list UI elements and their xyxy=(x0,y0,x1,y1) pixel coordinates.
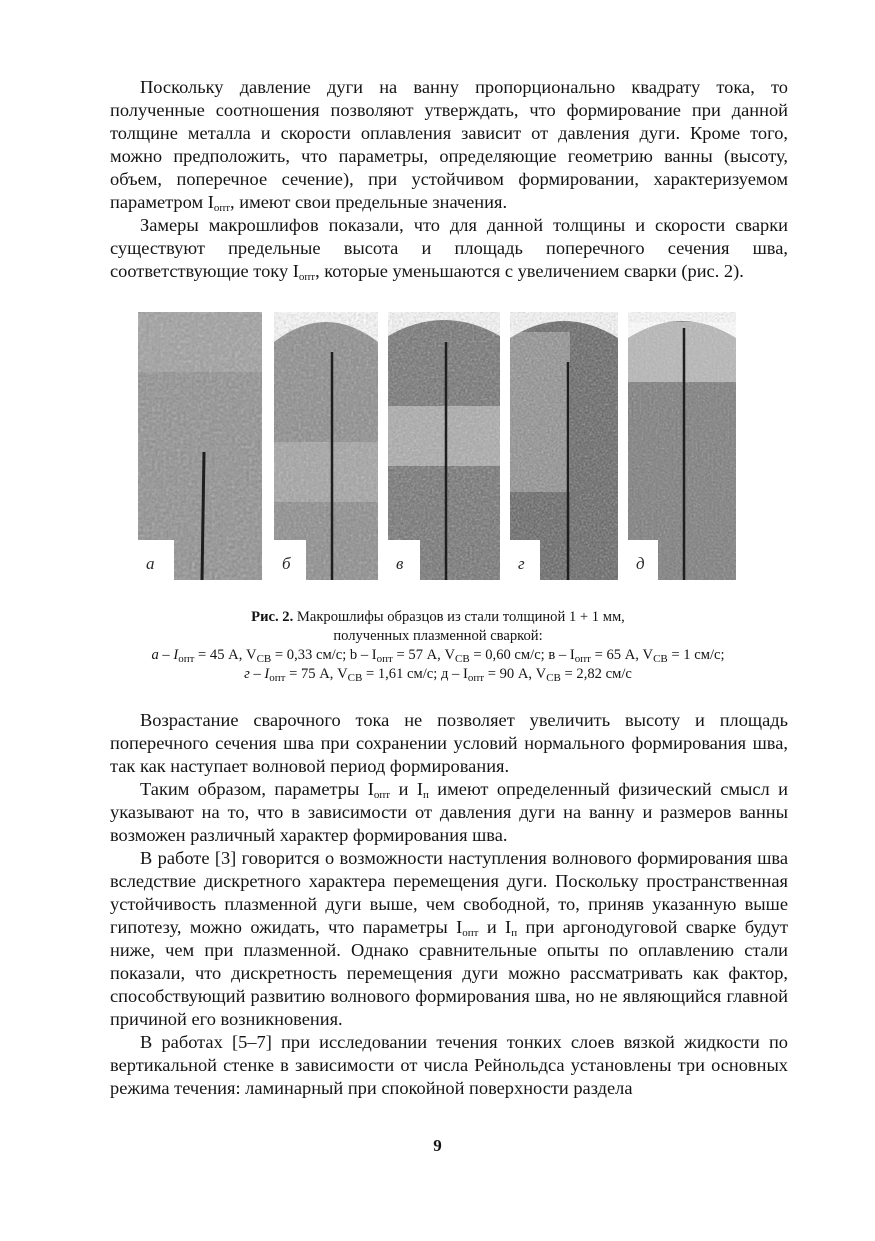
page-number: 9 xyxy=(433,1136,442,1155)
macrosection-image xyxy=(138,312,262,580)
macrosection-image xyxy=(510,312,618,580)
paragraph: В работах [5–7] при исследовании течения тонких слоев вязкой жидкости по вертикальной стенке в зависимости от числа Рейнольдса установлены три основных режима течения: ламинарный при спокойной поверхности раздела xyxy=(110,1032,788,1098)
paragraph: В работе [3] говорится о возможности наступления волнового формирования шва вследствие дискретного характера перемещения дуги. Поскольку пространственная устойчивость плазменной дуги выше, чем свободной, то, приняв указанную выше гипотезу, можно ожидать, что параметры $I_{опт}$ и $I_п$ при аргонодуговой сварке будут ниже, чем при плазменной. Однако сравнительные опыты по оплавлению стали показали, что дискретность перемещения дуги можно рассматривать как фактор, способствующий развитию волнового формирования шва, но не являющийся главной причиной его возникновения. xyxy=(110,848,788,1029)
caption-line: $г - I_{опт} = 75$ А, $V_{СВ} = 1,61$ см/с; $д - I_{опт} = 90$ А, $V_{СВ} = 2,82$ см/с xyxy=(244,666,632,684)
paragraph: Таким образом, параметры $I_{опт}$ и $I_п$ имеют определенный физический смысл и указывают на то, что в зависимости от давления дуги на ванну и размеров ванны возможен различный характер формирования шва. xyxy=(110,779,788,845)
sample-label: а xyxy=(146,554,155,573)
sample-a xyxy=(138,312,262,580)
body-text-top xyxy=(110,76,788,283)
macrosection-image xyxy=(388,312,500,580)
caption-line: Рис. 2. Макрошлифы образцов из стали толщиной 1 + 1 мм, xyxy=(251,609,625,625)
sample-b xyxy=(274,312,378,580)
caption-line: $а - I_{опт} = 45$ А, $V_{СВ} = 0,33$ см/с; $b - I_{опт} = 57$ А, $V_{СВ} = 0,60$ см/с; $в - I_{опт} = 65$ А, $V_{СВ} = 1$ см/с; xyxy=(151,647,725,665)
sample-v xyxy=(388,312,500,580)
sample-label: д xyxy=(636,554,645,573)
body-text-bottom xyxy=(110,709,788,1100)
macrosection-image xyxy=(274,312,378,580)
paragraph: Замеры макрошлифов показали, что для данной толщины и скорости сварки существуют предельные высота и площадь поперечного сечения шва, соответствующие току $I_{опт}$, которые уменьшаются с увеличением сварки (рис. 2). xyxy=(110,215,788,283)
sample-label: в xyxy=(396,554,404,573)
macrosection-figure xyxy=(138,312,738,580)
sample-d xyxy=(628,312,736,580)
caption-line: полученных плазменной сваркой: xyxy=(333,628,543,644)
sample-label: б xyxy=(282,554,291,573)
figure-caption xyxy=(90,608,786,684)
paragraph: Возрастание сварочного тока не позволяет увеличить высоту и площадь поперечного сечения шва при сохранении условий нормального формирования шва, так как наступает волновой период формирования. xyxy=(110,710,788,776)
macrosection-image xyxy=(628,312,736,580)
paragraph: Поскольку давление дуги на ванну пропорционально квадрату тока, то полученные соотношения позволяют утверждать, что формирование при данной толщине металла и скорости оплавления зависит от давления дуги. Кроме того, можно предположить, что параметры, определяющие геометрию ванны (высоту, объем, поперечное сечение), при устойчивом формировании, характеризуемом параметром $I_{опт}$, имеют свои предельные значения. xyxy=(110,77,788,214)
sample-label: г xyxy=(518,554,525,573)
sample-g xyxy=(510,312,618,580)
